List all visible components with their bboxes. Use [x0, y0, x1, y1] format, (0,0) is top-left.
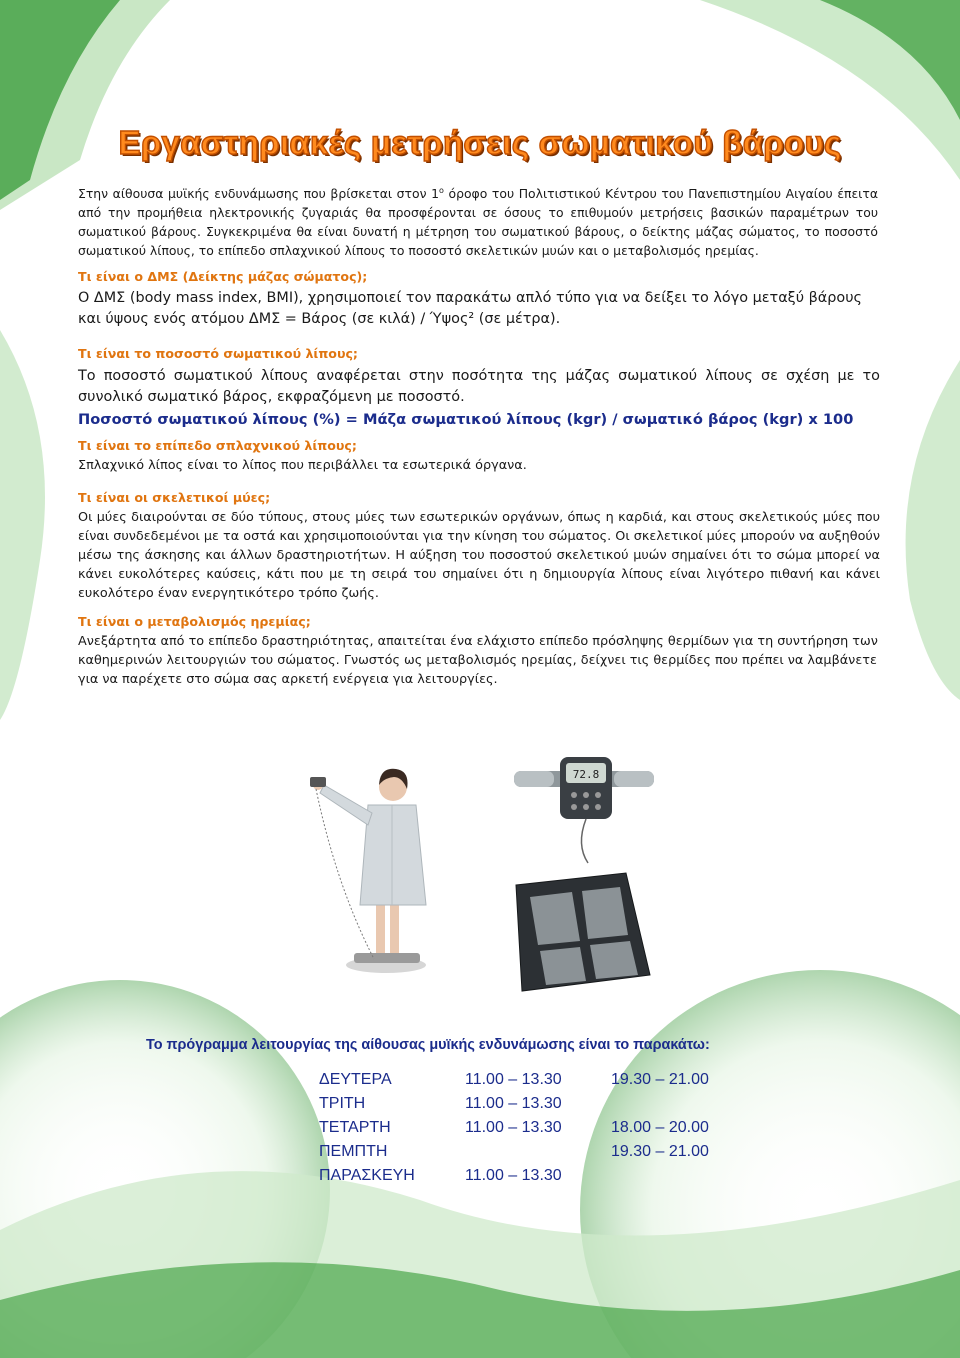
schedule-slot: 11.00 – 13.30 [465, 1095, 562, 1112]
bmi-section [78, 267, 880, 330]
schedule-row [319, 1071, 739, 1095]
intro-superscript: ο [439, 186, 444, 195]
bmi-answer [78, 288, 880, 330]
schedule-slot: 11.00 – 13.30 [465, 1119, 562, 1136]
visceral-fat-question: Τι είναι το επίπεδο σπλαχνικού λίπους; [78, 438, 357, 453]
body-composition-photos [276, 745, 676, 1000]
schedule-day: ΤΡΙΤΗ [319, 1095, 366, 1112]
scale-display-reading: 72.8 [572, 768, 600, 781]
schedule-slot: 11.00 – 13.30 [465, 1071, 562, 1088]
schedule-day: ΔΕΥΤΕΡΑ [319, 1071, 392, 1088]
resting-metabolism-question: Τι είναι ο μεταβολισμός ηρεμίας; [78, 614, 311, 629]
schedule-row [319, 1167, 739, 1191]
resting-metabolism-section [78, 612, 880, 689]
woman-on-scale-illustration [310, 769, 426, 973]
skeletal-muscle-answer: Οι μύες διαιρούνται σε δύο τύπους, στους μύες των εσωτερικών οργάνων, όπως η καρδιά, και στους σκελετικούς μύες που είναι συνδεδεμένοι με τα οστά και χρησιμοποιούνται για την κίνηση του σώματος. Οι σκελετικοί μύες μπορούν να αυξηθούν μέσω της άσκησης και άλλων δραστηριοτήτων. Η αύξηση του ποσοστού σκελετικού μυών σημαίνει ότι το σώμα μπορεί να κάνει ευκολότερες καύσεις, κάτι που με τη σειρά του σημαίνει ότι η δημιουργία λίπους είναι λιγότερο πιθανή και κάνει ευκολότερο έναν ενεργητικότερο τρόπο ζωής. [78, 510, 880, 601]
body-composition-scale-illustration [514, 757, 654, 991]
bmi-question: Τι είναι ο ΔΜΣ (Δείκτης μάζας σώματος); [78, 269, 368, 284]
intro-text-part2: όροφο του Πολιτιστικού Κέντρου του Πανεπιστημίου Αιγαίου έπειτα από την προμήθεια ηλεκτρονικής ζυγαριάς θα προσφέρονται σε όσους το επιθυμούν μετρήσεις βασικών παραμέτρων του σωματικού βάρους. Συγκεκριμένα θα είναι δυνατή η μέτρηση του σωματικού βάρους, ο δείκτης μάζας σώματος, το ποσοστό σωματικού λίπους, το επίπεδο σπλαχνικού λίπους το ποσοστό σκελετικών μυών και ο μεταβολισμός ηρεμίας. [78, 186, 879, 259]
schedule-slot: 11.00 – 13.30 [465, 1167, 562, 1184]
schedule-slot: 19.30 – 21.00 [611, 1143, 709, 1160]
schedule-row [319, 1095, 739, 1119]
schedule-day: ΤΕΤΑΡΤΗ [319, 1119, 391, 1136]
skeletal-muscle-section [78, 488, 880, 603]
schedule-day: ΠΕΜΠΤΗ [319, 1143, 388, 1160]
body-fat-question: Τι είναι το ποσοστό σωματικού λίπους; [78, 346, 358, 361]
resting-metabolism-answer: Ανεξάρτητα από το επίπεδο δραστηριότητας, απαιτείται ένα ελάχιστο επίπεδο πρόσληψης θερμίδων για τη συντήρηση των καθημερινών λειτουργιών του σώματος. Γνωστός ως μεταβολισμός ηρεμίας, δείχνει τις θερμίδες που πρέπει να λαμβάνετε για να παρέχετε στο σώμα σας αρκετή ενέργεια για λειτουργίες. [78, 634, 878, 687]
schedule-table [319, 1071, 739, 1191]
body-fat-section [78, 344, 880, 430]
bmi-formula: ΔΜΣ = Βάρος (σε κιλά) / Ύψος² (σε μέτρα). [248, 311, 561, 327]
schedule-slot: 18.00 – 20.00 [611, 1119, 709, 1136]
schedule-slot: 19.30 – 21.00 [611, 1071, 709, 1088]
schedule-row [319, 1119, 739, 1143]
schedule-title: Το πρόγραμμα λειτουργίας της αίθουσας μυϊκής ενδυνάμωσης είναι το παρακάτω: [146, 1037, 710, 1053]
visceral-fat-section [78, 436, 880, 475]
page-title: Εργαστηριακές μετρήσεις σωματικού βάρους [118, 124, 842, 161]
intro-text-part1: Στην αίθουσα μυϊκής ενδυνάμωσης που βρίσκεται στον 1 [78, 186, 439, 202]
body-fat-formula: Ποσοστό σωματικού λίπους (%) = Μάζα σωματικού λίπους (kgr) / σωματικό βάρος (kgr) x 100 [78, 411, 854, 428]
bmi-answer-text: Ο ΔΜΣ (body mass index, BMI), χρησιμοποιεί τον παρακάτω απλό τύπο για να δείξει το λόγο μεταξύ βάρους και ύψους ενός ατόμου [78, 290, 862, 327]
schedule-day: ΠΑΡΑΣΚΕΥΗ [319, 1167, 415, 1184]
skeletal-muscle-question: Τι είναι οι σκελετικοί μύες; [78, 490, 271, 505]
schedule-row [319, 1143, 739, 1167]
body-fat-answer: Το ποσοστό σωματικού λίπους αναφέρεται στην ποσότητα της μάζας σωματικού λίπους σε σχέση με το συνολικό σωματικό βάρος, εκφραζόμενη με ποσοστό. [78, 368, 880, 405]
intro-paragraph [78, 181, 878, 260]
visceral-fat-answer: Σπλαχνικό λίπος είναι το λίπος που περιβάλλει τα εσωτερικά όργανα. [78, 458, 527, 473]
